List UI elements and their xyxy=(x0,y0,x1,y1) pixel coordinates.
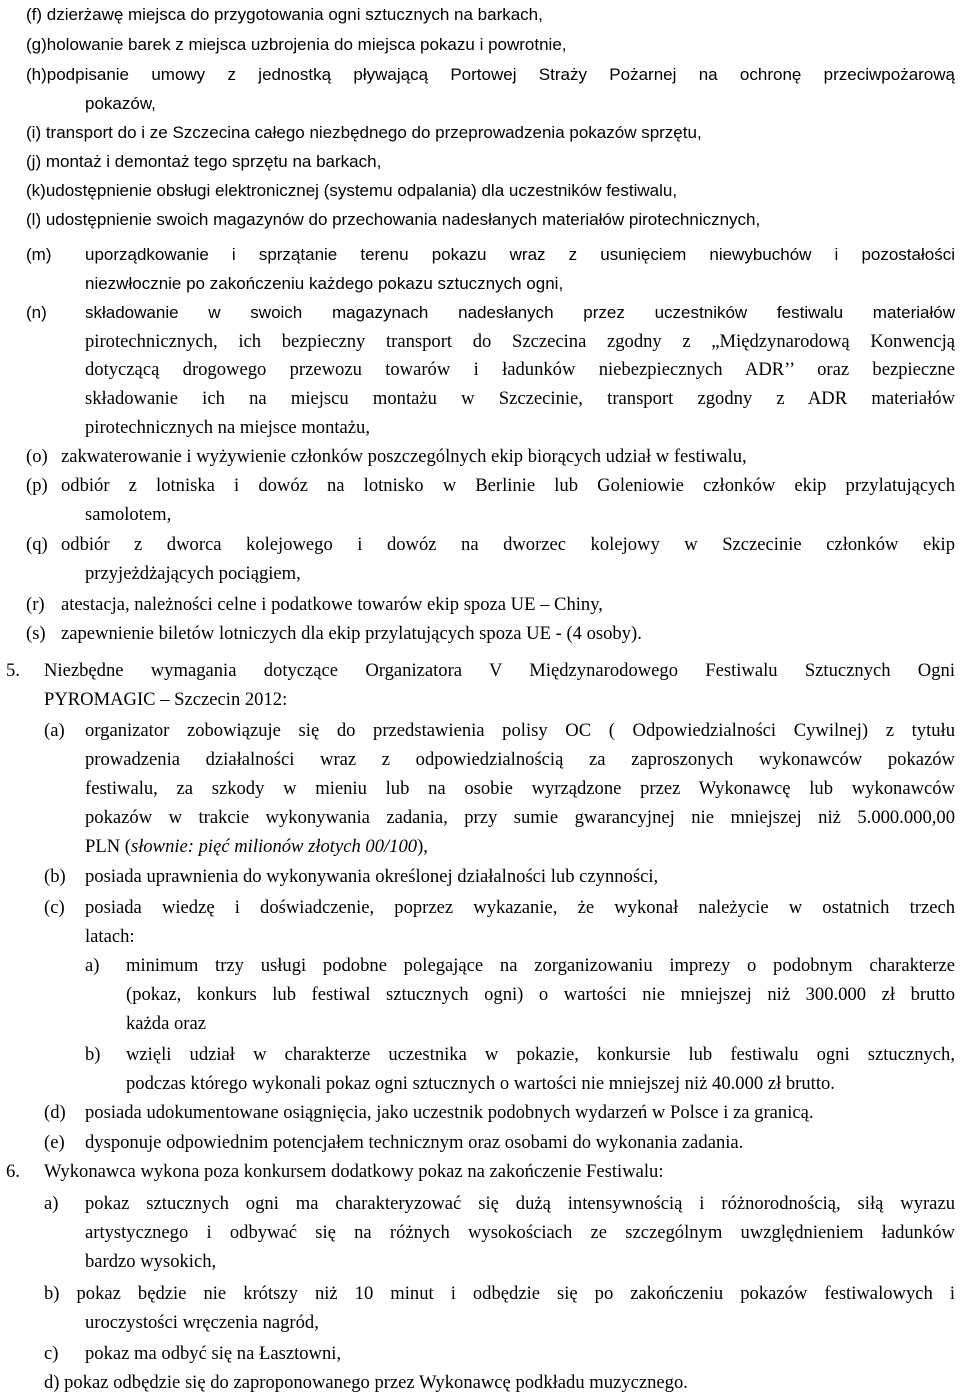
list-item-p-line1: odbiór z lotniska i dowóz na lotnisko w Berlinie lub Goleniowie członków ekip przylatujących xyxy=(61,475,955,496)
list-item-g: (g)holowanie barek z miejsca uzbrojenia do miejsca pokazu i powrotnie, xyxy=(26,35,567,54)
req-label-c: (c) xyxy=(44,897,65,918)
section-6-number: 6. xyxy=(6,1161,20,1182)
section-5-heading-line1: Niezbędne wymagania dotyczące Organizatora V Międzynarodowego Festiwalu Sztucznych Ogni xyxy=(44,660,955,681)
list-item-j: (j) montaż i demontaż tego sprzętu na barkach, xyxy=(26,152,382,171)
req-label-b: (b) xyxy=(44,866,66,887)
req-c-sub-label-b: b) xyxy=(85,1044,101,1065)
req-a-line3: festiwalu, za szkody w mieniu lub na osobie wyrządzone przez Wykonawcę lub wykonawców xyxy=(85,778,955,799)
list-item-o: zakwaterowanie i wyżywienie członków poszczególnych ekip biorących udział w festiwalu, xyxy=(61,446,747,467)
list-item-n-line1: składowanie w swoich magazynach nadesłanych przez uczestników festiwalu materiałów xyxy=(85,303,955,322)
list-item-n-line5: pirotechnicznych na miejsce montażu, xyxy=(85,417,370,438)
s6-label-a: a) xyxy=(44,1193,59,1214)
req-a-line5 xyxy=(85,832,428,861)
section-5-number: 5. xyxy=(6,660,20,681)
list-item-m-line1: uporządkowanie i sprzątanie terenu pokazu wraz z usunięciem niewybuchów i pozostałości xyxy=(85,245,955,264)
req-c-sub-b-line2: podczas którego wykonali pokaz ogni sztucznych o wartości nie mniejszej niż 40.000 zł brutto. xyxy=(126,1073,835,1094)
req-a-line4: pokazów w trakcie wykonywania zadania, przy sumie gwarancyjnej nie mniejszej niż 5.000.000,00 xyxy=(85,807,955,828)
list-label-q: (q) xyxy=(26,534,48,555)
list-item-r: atestacja, należności celne i podatkowe towarów ekip spoza UE – Chiny, xyxy=(61,594,603,615)
s6-d: d) pokaz odbędzie się do zaproponowanego przez Wykonawcę podkładu muzycznego. xyxy=(44,1372,688,1393)
req-c-sub-label-a: a) xyxy=(85,955,100,976)
list-item-m-line2: niezwłocznie po zakończeniu każdego pokazu sztucznych ogni, xyxy=(85,274,564,293)
list-item-h-line1: (h)podpisanie umowy z jednostką pływającą Portowej Straży Pożarnej na ochronę przeciwpożarową xyxy=(26,65,955,84)
list-label-o: (o) xyxy=(26,446,48,467)
list-label-m: (m) xyxy=(26,245,52,264)
req-a-line2: prowadzenia działalności wraz z odpowiedzialnością za zaproszonych wykonawców pokazów xyxy=(85,749,955,770)
section-6-heading: Wykonawca wykona poza konkursem dodatkowy pokaz na zakończenie Festiwalu: xyxy=(44,1161,664,1182)
req-d: posiada udokumentowane osiągnięcia, jako uczestnik podobnych wydarzeń w Polsce i za granicą. xyxy=(85,1102,814,1123)
s6-b-line2: uroczystości wręczenia nagród, xyxy=(85,1312,319,1333)
req-label-e: (e) xyxy=(44,1132,65,1153)
s6-a-line1: pokaz sztucznych ogni ma charakteryzować się dużą intensywnością i różnorodnością, siłą wyrazu xyxy=(85,1193,955,1214)
req-label-a: (a) xyxy=(44,720,65,741)
req-c-sub-a-line2: (pokaz, konkurs lub festiwal sztucznych ogni) o wartości nie mniejszej niż 300.000 zł brutto xyxy=(126,984,955,1005)
list-label-r: (r) xyxy=(26,594,45,615)
s6-label-c: c) xyxy=(44,1343,59,1364)
req-c-sub-a-line3: każda oraz xyxy=(126,1013,206,1034)
list-item-f: (f) dzierżawę miejsca do przygotowania ogni sztucznych na barkach, xyxy=(26,5,543,24)
list-item-s: zapewnienie biletów lotniczych dla ekip przylatujących spoza UE - (4 osoby). xyxy=(61,623,642,644)
list-item-n-line4: składowanie ich na miejscu montażu w Szczecinie, transport zgodny z ADR materiałów xyxy=(85,388,955,409)
req-e: dysponuje odpowiednim potencjałem technicznym oraz osobami do wykonania zadania. xyxy=(85,1132,744,1153)
list-item-h-line2: pokazów, xyxy=(85,94,156,113)
section-5-heading-line2: PYROMAGIC – Szczecin 2012: xyxy=(44,689,288,710)
s6-c: pokaz ma odbyć się na Łasztowni, xyxy=(85,1343,342,1364)
list-item-q-line1: odbiór z dworca kolejowego i dowóz na dworzec kolejowy w Szczecinie członków ekip xyxy=(61,534,955,555)
list-item-q-line2: przyjeżdżających pociągiem, xyxy=(85,563,301,584)
req-c-line2: latach: xyxy=(85,926,135,947)
s6-a-line2: artystycznego i odbywać się na różnych wysokościach ze szczególnym uwzględnieniem ładunków xyxy=(85,1222,955,1243)
list-label-n: (n) xyxy=(26,303,47,322)
list-item-k: (k)udostępnienie obsługi elektronicznej (systemu odpalania) dla uczestników festiwalu, xyxy=(26,181,678,200)
list-item-n-line3: dotyczącą drogowego przewozu towarów i ładunków niebezpiecznych ADR’’ oraz bezpieczne xyxy=(85,359,955,380)
list-item-n-line2: pirotechnicznych, ich bezpieczny transport do Szczecina zgodny z „Międzynarodową Konwencją xyxy=(85,331,955,352)
req-c-line1: posiada wiedzę i doświadczenie, poprzez wykazanie, że wykonał należycie w ostatnich trzech xyxy=(85,897,955,918)
list-item-p-line2: samolotem, xyxy=(85,504,172,525)
list-label-s: (s) xyxy=(26,623,46,644)
req-label-d: (d) xyxy=(44,1102,66,1123)
req-a-line5-suffix: ), xyxy=(417,836,428,857)
req-c-sub-b-line1: wzięli udział w charakterze uczestnika w pokazie, konkursie lub festiwalu ogni sztucznych, xyxy=(126,1044,955,1065)
list-item-l: (l) udostępnienie swoich magazynów do przechowania nadesłanych materiałów pirotechnicznych, xyxy=(26,210,761,229)
req-a-line5-prefix: PLN ( xyxy=(85,836,131,857)
list-item-i: (i) transport do i ze Szczecina całego niezbędnego do przeprowadzenia pokazów sprzętu, xyxy=(26,123,702,142)
req-a-amount-in-words: słownie: pięć milionów złotych 00/100 xyxy=(130,836,418,857)
list-label-p: (p) xyxy=(26,475,48,496)
req-a-line1: organizator zobowiązuje się do przedstawienia polisy OC ( Odpowiedzialności Cywilnej) z tytułu xyxy=(85,720,955,741)
req-b: posiada uprawnienia do wykonywania określonej działalności lub czynności, xyxy=(85,866,659,887)
s6-a-line3: bardzo wysokich, xyxy=(85,1251,217,1272)
s6-b-line1: b) pokaz będzie nie krótszy niż 10 minut i odbędzie się po zakończeniu pokazów festiwalowych i xyxy=(44,1283,955,1304)
req-c-sub-a-line1: minimum trzy usługi podobne polegające na zorganizowaniu imprezy o podobnym charakterze xyxy=(126,955,955,976)
